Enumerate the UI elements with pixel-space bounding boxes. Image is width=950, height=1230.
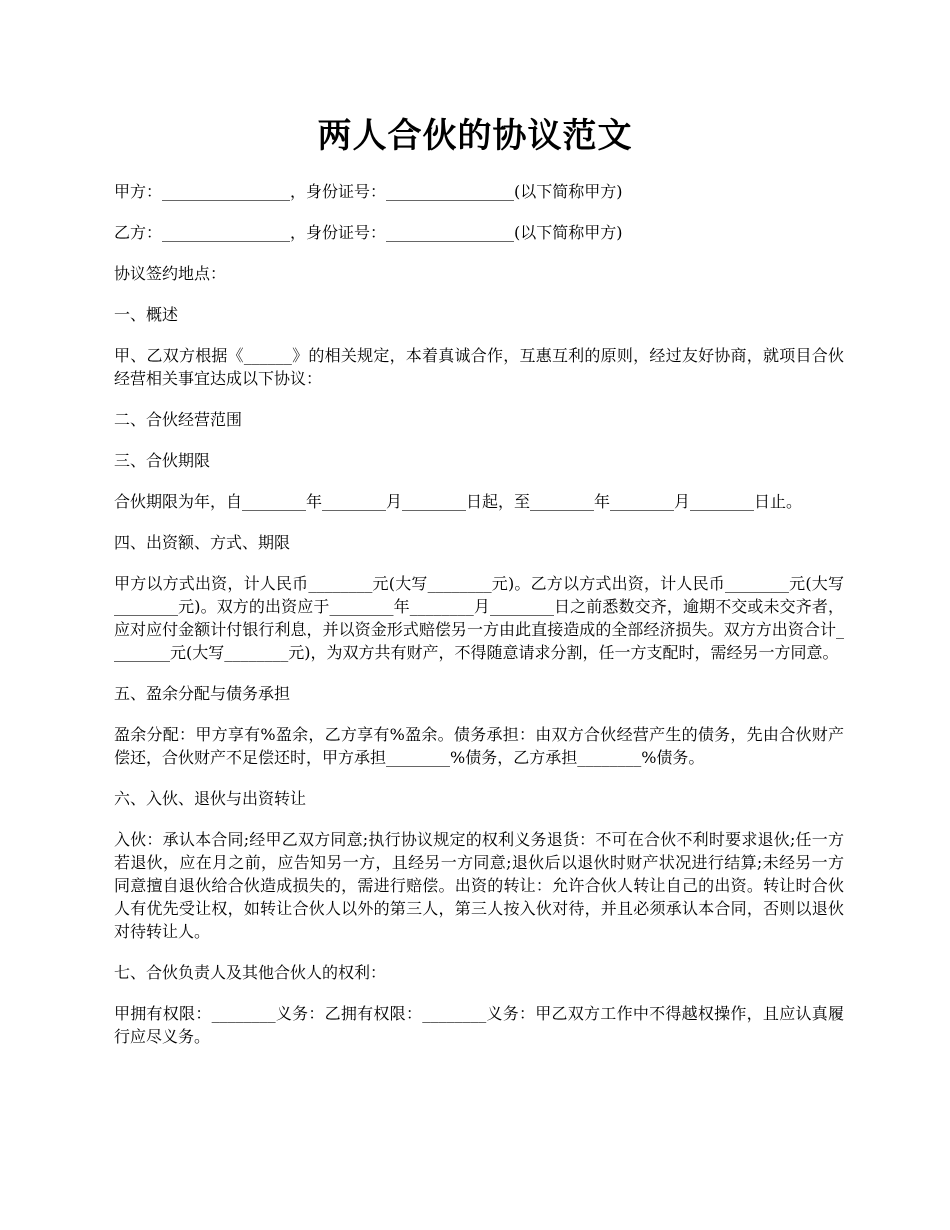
overview-text: 甲、乙双方根据《______》的相关规定，本着真诚合作，互惠互利的原则，经过友好协商，就项目合伙经营相关事宜达成以下协议： xyxy=(114,346,844,388)
signing-location: 协议签约地点： xyxy=(114,264,227,283)
document-title: 两人合伙的协议范文 xyxy=(317,116,633,156)
section-heading-profit: 五、盈余分配与债务承担 xyxy=(114,684,291,703)
profit-text: 盈余分配：甲方享有%盈余，乙方享有%盈余。债务承担：由双方合伙经营产生的债务，先由合伙财产偿还，合伙财产不足偿还时，甲方承担________%债务，乙方承担________%债务。 xyxy=(114,725,844,767)
section-heading-capital: 四、出资额、方式、期限 xyxy=(114,533,291,552)
term-text: 合伙期限为年，自________年________月________日起，至________年________月________日止。 xyxy=(114,492,803,511)
section-heading-rights: 七、合伙负责人及其他合伙人的权利： xyxy=(114,963,387,982)
rights-text: 甲拥有权限：________义务：乙拥有权限：________义务：甲乙双方工作中不得越权操作，且应认真履行应尽义务。 xyxy=(114,1004,844,1046)
section-heading-overview: 一、概述 xyxy=(114,305,179,324)
capital-text: 甲方以方式出资，计人民币________元(大写________元)。乙方以方式出资，计人民币________元(大写________元)。双方的出资应于________年________月________日之前悉数交齐，逾期不交或未交齐者，应对应付金额计付银行利息，并以资金形式赔偿另一方由此直接造成的全部经济损失。双方方出资合计________元(大写________元)，为双方共有财产，不得随意请求分割，任一方支配时，需经另一方同意。 xyxy=(114,574,844,662)
section-heading-join-exit: 六、入伙、退伙与出资转让 xyxy=(114,789,307,808)
party-a-line: 甲方：________________，身份证号：________________(以下简称甲方) xyxy=(114,182,623,201)
section-heading-scope: 二、合伙经营范围 xyxy=(114,410,243,429)
document-body xyxy=(114,180,844,1066)
section-heading-term: 三、合伙期限 xyxy=(114,451,211,470)
join-exit-text: 入伙：承认本合同;经甲乙双方同意;执行协议规定的权利义务退货：不可在合伙不利时要求退伙;任一方若退伙，应在月之前，应告知另一方，且经另一方同意;退伙后以退伙时财产状况进行结算;未经另一方同意擅自退伙给合伙造成损失的，需进行赔偿。出资的转让：允许合伙人转让自己的出资。转让时合伙人有优先受让权，如转让合伙人以外的第三人，第三人按入伙对待，并且必须承认本合同，否则以退伙对待转让人。 xyxy=(114,830,844,941)
party-b-line: 乙方：________________，身份证号：________________(以下简称甲方) xyxy=(114,223,623,242)
